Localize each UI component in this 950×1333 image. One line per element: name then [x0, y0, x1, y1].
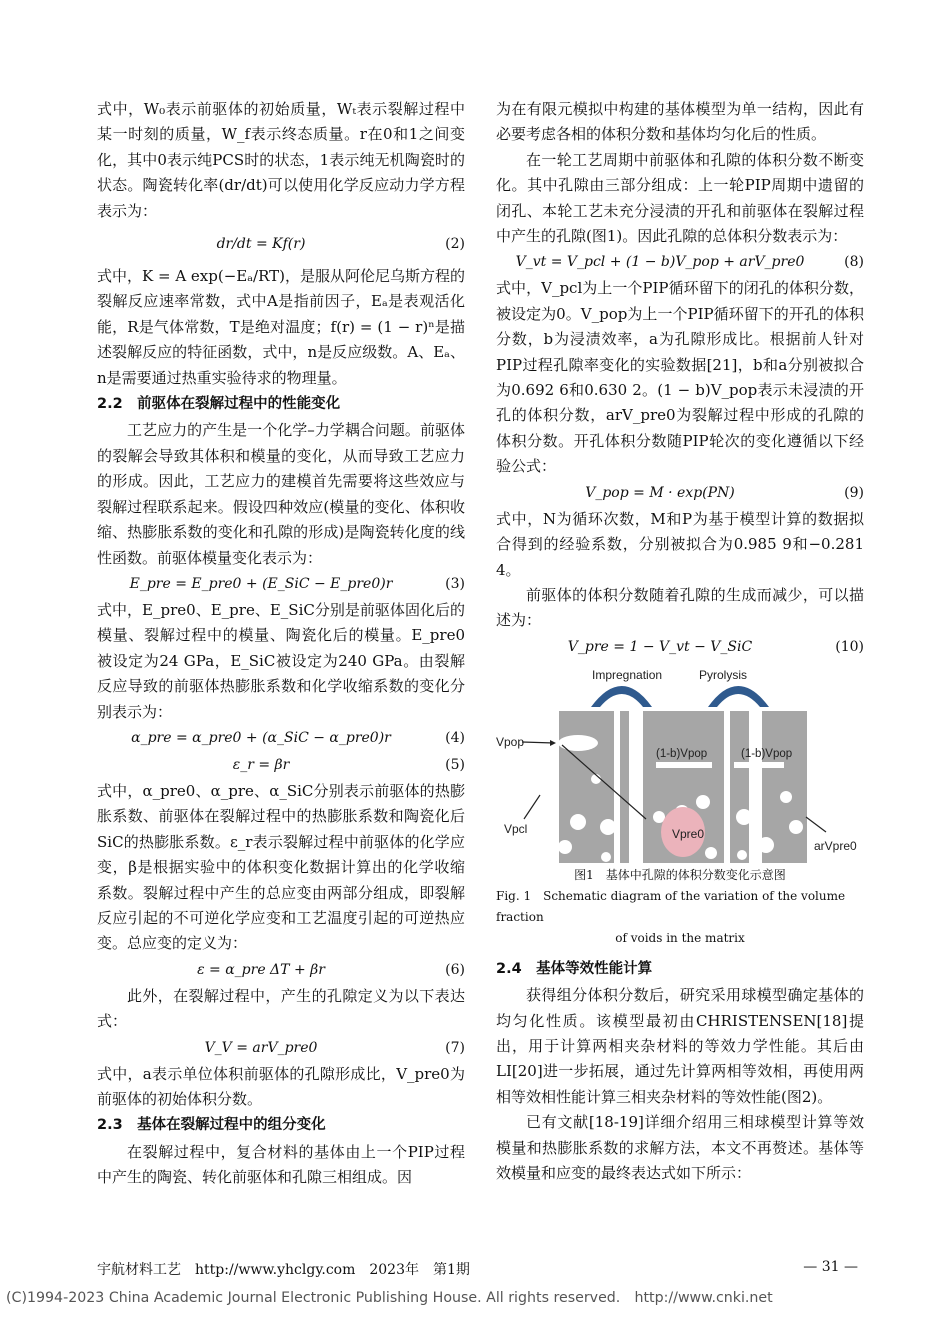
journal-info: 宇航材料工艺 http://www.yhclgy.com 2023年 第1期	[97, 1262, 470, 1278]
equation-number: (7)	[445, 1039, 465, 1056]
paragraph: 此外，在裂解过程中，产生的孔隙定义为以下表达式：	[97, 986, 465, 1031]
paragraph: 工艺应力的产生是一个化学–力学耦合问题。前驱体的裂解会导致其体积和模量的变化，从而导致工艺应力的形成。因此，工艺应力的建模首先需要将这些效应与裂解过程联系起来。假设四种效应(模量的变化、体积收缩、热膨胀系数的变化和孔隙的形成)是陶瓷转化度的线性函数。前驱体模量变化表示为：	[97, 421, 465, 567]
equation-body: ε_r = βr	[232, 756, 290, 773]
equation-body: V_pop = M · exp(PN)	[585, 484, 735, 501]
paragraph: 为在有限元模拟中构建的基体模型为单一结构，因此有必要考虑各相的体积分数和基体均匀化后的性质。	[496, 100, 864, 144]
paragraph: 式中，E_pre0、E_pre、E_SiC分别是前驱体固化后的模量、裂解过程中的模量、陶瓷化后的模量。E_pre0被设定为24 GPa，E_SiC被设定为240 GPa。由裂解反应导致的前驱体热膨胀系数和化学收缩系数的变化分别表示为：	[97, 600, 465, 721]
paragraph: 已有文献[18-19]详细介绍用三相球模型计算等效模量和热膨胀系数的求解方法，本文不再赘述。基体等效模量和应变的最终表达式如下所示：	[496, 1113, 864, 1182]
equation-7	[97, 1035, 465, 1062]
equation-number: (9)	[844, 484, 864, 501]
paragraph: 式中，K = A exp(−Eₐ/RT)，是服从阿伦尼乌斯方程的裂解反应速率常数，式中A是指前因子，Eₐ是表观活化能，R是气体常数，T是绝对温度；f(r) = (1 − r)ⁿ是描述裂解反应的特征函数，式中，n是反应级数。A、Eₐ、n是需要通过热重实验待求的物理量。	[97, 267, 465, 387]
copyright-notice: (C)1994-2023 China Academic Journal Electronic Publishing House. All rights reserved. http://www.cnki.net	[6, 1290, 773, 1306]
equation-number: (10)	[835, 638, 864, 655]
section-heading: 2.2 前驱体在裂解过程中的性能变化	[97, 396, 341, 413]
equation-6	[97, 957, 465, 984]
equation-body: dr/dt = Kf(r)	[216, 236, 306, 253]
equation-body: V_pre = 1 − V_vt − V_SiC	[567, 638, 753, 655]
vpop-label: Vpop	[496, 734, 525, 749]
figure-caption-cn: 图1 基体中孔隙的体积分数变化示意图	[574, 867, 786, 882]
equation-number: (3)	[445, 575, 465, 592]
equation-number: (4)	[445, 729, 465, 746]
figure-caption-en: Fig. 1 Schematic diagram of the variation of the volume fraction	[496, 888, 846, 924]
paragraph: 在裂解过程中，复合材料的基体由上一个PIP过程中产生的陶瓷、转化前驱体和孔隙三相组成。因	[97, 1142, 465, 1187]
equation-2	[97, 224, 465, 264]
paragraph: 获得组分体积分数后，研究采用球模型确定基体的均匀化性质。该模型最初由CHRISTENSEN[18]提出，用于计算两相夹杂材料的等效力学性能。其后由LI[20]进一步拓展，通过先计算两相等效相，再使用两相等效相性能计算三相夹杂材料的等效性能(图2)。	[496, 986, 864, 1106]
impregnation-label: Impregnation	[592, 667, 663, 682]
matrix-block-1	[558, 711, 616, 863]
impregnation-arrow	[591, 686, 652, 707]
equation-number: (5)	[445, 756, 465, 773]
block3-label: (1-b)Vpop	[741, 747, 793, 760]
arvpre0-label: arVpre0	[814, 838, 857, 853]
equation-10	[496, 634, 864, 661]
pyrolysis-arrow	[708, 686, 769, 707]
right-column	[496, 97, 864, 1186]
pyrolysis-label: Pyrolysis	[699, 667, 748, 682]
vpre0-label: Vpre0	[672, 826, 705, 841]
page-number: — 31 —	[803, 1259, 858, 1275]
paragraph: 式中，W₀表示前驱体的初始质量，Wₜ表示裂解过程中某一时刻的质量，W_f表示终态质量。r在0和1之间变化，其中0表示纯PCS时的状态，1表示纯无机陶瓷时的状态。陶瓷转化率(dr/dt)可以使用化学反应动力学方程表示为：	[97, 100, 465, 220]
equation-8	[496, 249, 864, 276]
figure-1	[496, 667, 864, 865]
vpcl-label: Vpcl	[504, 821, 528, 836]
void-fraction-diagram	[496, 667, 864, 865]
paragraph: 在一轮工艺周期中前驱体和孔隙的体积分数不断变化。其中孔隙由三部分组成：上一轮PIP周期中遗留的闭孔、本轮工艺未充分浸渍的开孔和前驱体在裂解过程中产生的孔隙(图1)。因此孔隙的总体积分数表示为：	[496, 150, 864, 246]
equation-body: α_pre = α_pre0 + (α_SiC − α_pre0)r	[131, 729, 391, 746]
section-heading: 2.4 基体等效性能计算	[496, 960, 653, 977]
equation-5	[97, 752, 465, 779]
equation-number: (2)	[445, 236, 465, 253]
paragraph: 式中，V_pcl为上一个PIP循环留下的闭孔的体积分数，被设定为0。V_pop为上一个PIP循环留下的开孔的体积分数，b为浸渍效率，a为孔隙形成比。根据前人针对PIP过程孔隙率变化的实验数据[21]，b和a分别被拟合为0.692 6和0.630 2。(1 − b)V_pop表示未浸渍的开孔的体积分数，arV_pre0为裂解过程中形成的孔隙的体积分数。开孔体积分数随PIP轮次的变化遵循以下经验公式：	[496, 279, 864, 476]
paragraph: 式中，a表示单位体积前驱体的孔隙形成比，V_pre0为前驱体的初始体积分数。	[97, 1064, 465, 1108]
equation-body: E_pre = E_pre0 + (E_SiC − E_pre0)r	[129, 575, 393, 592]
paragraph: 式中，N为循环次数，M和P为基于模型计算的数据拟合得到的经验系数，分别被拟合为0.985 9和−0.281 4。	[496, 509, 864, 579]
equation-number: (6)	[445, 961, 465, 978]
equation-9	[496, 480, 864, 507]
equation-number: (8)	[844, 254, 864, 271]
equation-body: ε = α_pre ΔT + βr	[197, 961, 325, 978]
left-column	[97, 97, 465, 1191]
figure-caption-en-line2: of voids in the matrix	[615, 930, 745, 945]
equation-4	[97, 725, 465, 752]
paragraph: 式中，α_pre0、α_pre、α_SiC分别表示前驱体的热膨胀系数、前驱体在裂解过程中的热膨胀系数和陶瓷化后SiC的热膨胀系数。ε_r表示裂解过程中前驱体的化学应变，β是根据实验中的体积变化数据计算出的化学收缩系数。裂解过程中产生的总应变由两部分组成，即裂解反应引起的不可逆化学应变和工艺温度引起的可逆热应变。总应变的定义为：	[97, 781, 465, 953]
paragraph: 前驱体的体积分数随着孔隙的生成而减少，可以描述为：	[496, 585, 864, 630]
matrix-block-3	[730, 711, 807, 863]
equation-3	[97, 571, 465, 598]
equation-body: V_V = arV_pre0	[204, 1039, 318, 1056]
section-heading: 2.3 基体在裂解过程中的组分变化	[97, 1117, 326, 1134]
equation-body: V_vt = V_pcl + (1 − b)V_pop + arV_pre0	[515, 254, 805, 271]
block2-label: (1-b)Vpop	[656, 747, 708, 760]
